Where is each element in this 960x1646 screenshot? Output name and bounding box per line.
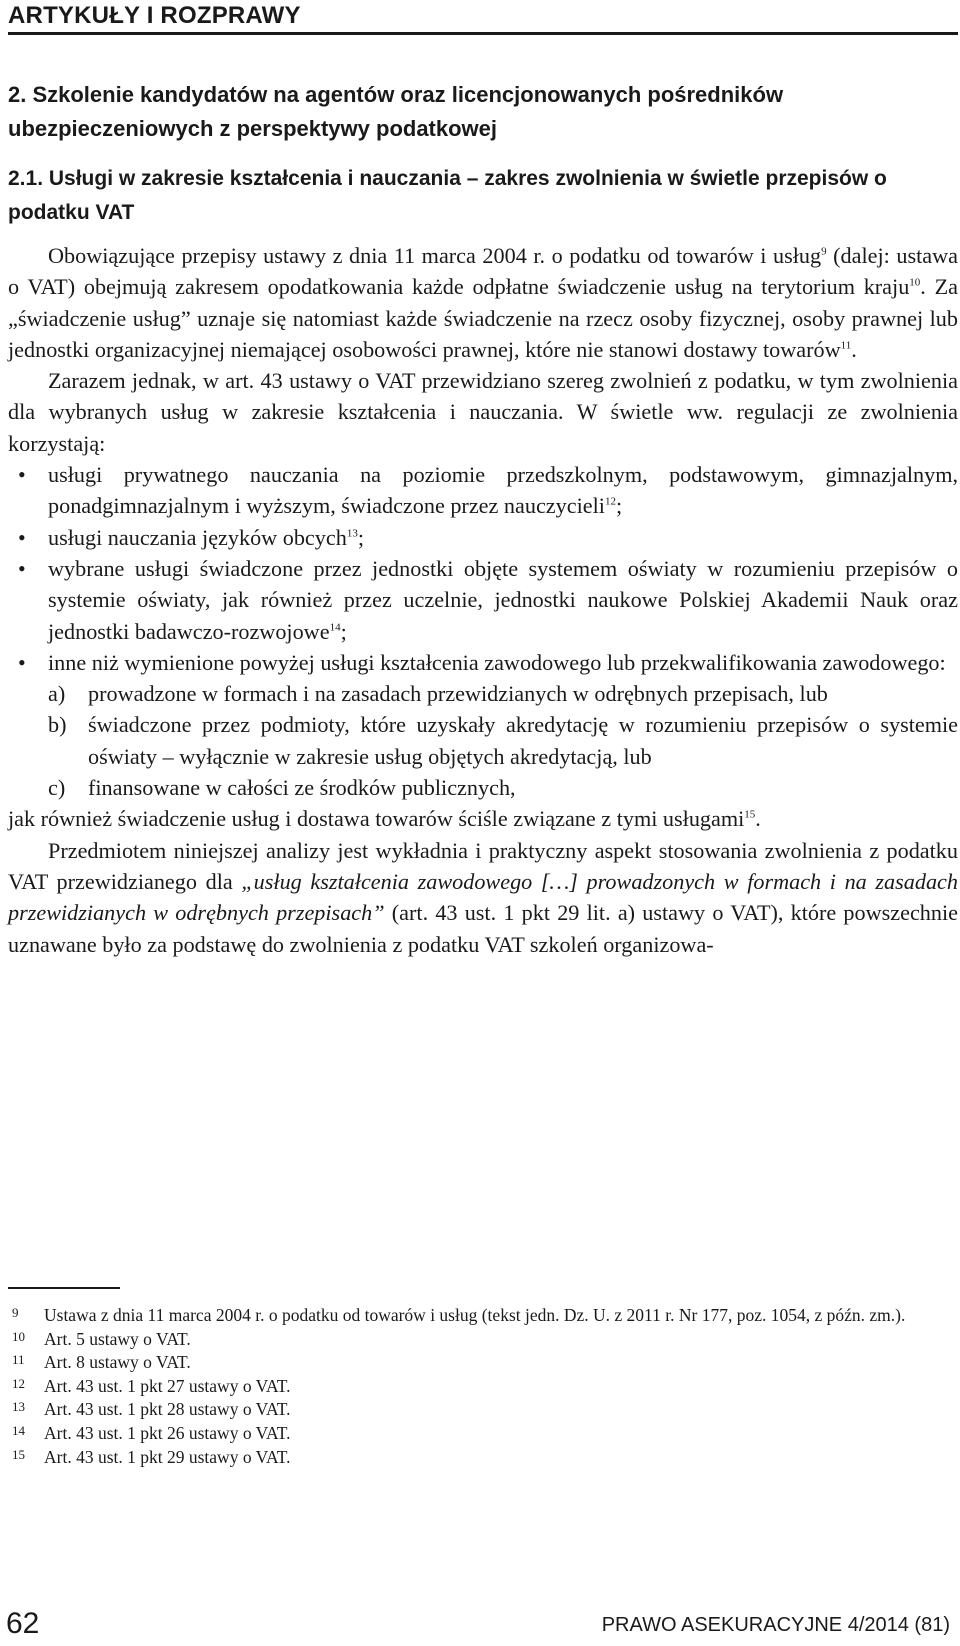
list-item-end: ; xyxy=(357,524,364,550)
list-item xyxy=(8,647,958,803)
footnote-item xyxy=(8,1328,958,1352)
bullet-icon: • xyxy=(18,462,26,488)
list-item-text: wybrane usługi świadczone przez jednostki objęte systemem oświaty w rozumieniu przepisów o systemie oświaty, jak również przez uczelnie, jednostki naukowe Polskiej Akademii Nauk oraz jednostki badawczo-rozwojowe xyxy=(48,555,958,644)
bullet-icon: • xyxy=(18,649,26,675)
sub-list-text: finansowane w całości ze środków publicznych, xyxy=(88,775,516,801)
list-item-text: usługi nauczania języków obcych xyxy=(48,524,347,550)
footnote-ref-12[interactable]: 12 xyxy=(604,495,616,508)
paragraph-2: Zarazem jednak, w art. 43 ustawy o VAT przewidziano szereg zwolnień z podatku, w tym zwolnienia dla wybranych usług w zakresie kształcenia i nauczania. W świetle ww. regulacji ze zwolnienia korzystają: xyxy=(8,368,958,456)
list-item-end: ; xyxy=(340,618,347,644)
footnote-text: Art. 43 ust. 1 pkt 27 ustawy o VAT. xyxy=(44,1375,291,1396)
heading-section-2: 2. Szkolenie kandydatów na agentów oraz licencjonowanych pośredników ubezpieczeniowych z perspektywy podatkowej xyxy=(8,82,784,141)
exemption-list xyxy=(8,459,958,803)
paragraph-3-text: jak również świadczenie usług i dostawa towarów ściśle związane z tymi usługami xyxy=(8,806,745,832)
paragraph-4-part-a: Przedmiotem niniejszej analizy jest wykładnia i praktyczny aspekt stosowania zwolnienia z podatku VAT przewidzianego dla xyxy=(8,837,958,894)
paragraph-4-part-b: (art. 43 ust. 1 pkt 29 lit. a) ustawy o VAT), które powszechnie uznawane było za podstawę do zwolnienia z podatku VAT szkoleń organizowa- xyxy=(8,900,959,957)
header-rule xyxy=(8,32,958,35)
paragraph-3 xyxy=(8,803,958,834)
footnotes xyxy=(8,1304,958,1469)
footnote-separator xyxy=(8,1287,120,1289)
footnote-item xyxy=(8,1375,958,1399)
footnote-item xyxy=(8,1351,958,1375)
sub-list-item xyxy=(8,772,958,803)
list-item-end: ; xyxy=(615,493,623,519)
page-number: 62 xyxy=(6,1607,40,1640)
footnote-item xyxy=(8,1398,958,1422)
footnote-number: 14 xyxy=(12,1422,25,1438)
list-item-text: inne niż wymienione powyżej usługi kształcenia zawodowego lub przekwalifikowania zawodowego: xyxy=(48,649,946,675)
footnote-number: 10 xyxy=(12,1328,25,1344)
footnote-number: 12 xyxy=(12,1375,25,1391)
paragraph-1-part-d: . xyxy=(851,336,857,362)
main-text xyxy=(8,240,958,960)
sub-list xyxy=(8,678,958,803)
sub-list-item xyxy=(8,709,958,772)
list-item xyxy=(8,459,958,522)
paragraph-1-part-c: . Za „świadczenie usług” uznaje się natomiast każde świadczenie na rzecz osoby fizycznej, osoby prawnej lub jednostki organizacyjnej niemającej osobowości prawnej, które nie stanowi dostawy towarów xyxy=(8,274,958,362)
sub-list-label: c) xyxy=(48,775,66,801)
footnote-text: Art. 8 ustawy o VAT. xyxy=(44,1352,191,1373)
paragraph-4-quote: „usług kształcenia zawodowego […] prowadzonych w formach i na zasadach przewidzianych w odrębnych przepisach” xyxy=(8,868,958,926)
footnote-text: Art. 43 ust. 1 pkt 29 ustawy o VAT. xyxy=(44,1446,291,1467)
section-header: ARTYKUŁY I ROZPRAWY xyxy=(8,2,301,29)
sub-list-label: a) xyxy=(48,681,66,707)
footnote-ref-13[interactable]: 13 xyxy=(346,527,358,540)
footnote-text: Art. 43 ust. 1 pkt 26 ustawy o VAT. xyxy=(44,1422,291,1443)
footnote-number: 9 xyxy=(12,1305,19,1320)
footnote-ref-10[interactable]: 10 xyxy=(909,276,921,289)
paragraph-1 xyxy=(8,240,958,365)
bullet-icon: • xyxy=(18,524,26,550)
paragraph-1-part-a: Obowiązujące przepisy ustawy z dnia 11 marca 2004 r. o podatku od towarów i usług xyxy=(48,243,822,268)
paragraph-1-part-b: (dalej: ustawa o VAT) obejmują zakresem opodatkowania każde odpłatne świadczenie usług na terytorium kraju xyxy=(8,243,958,300)
journal-name: PRAWO ASEKURACYJNE 4/2014 (81) xyxy=(601,1614,950,1636)
footnote-number: 15 xyxy=(12,1446,25,1462)
footnote-number: 11 xyxy=(12,1352,25,1368)
footnote-ref-15[interactable]: 15 xyxy=(744,808,756,821)
sub-list-label: b) xyxy=(48,712,67,738)
list-item xyxy=(8,553,958,647)
footnote-ref-14[interactable]: 14 xyxy=(329,621,341,634)
footnote-ref-9[interactable]: 9 xyxy=(821,245,827,258)
sub-list-item xyxy=(8,678,958,709)
list-item xyxy=(8,522,958,553)
footnote-item xyxy=(8,1422,958,1446)
footnote-text: Art. 43 ust. 1 pkt 28 ustawy o VAT. xyxy=(44,1399,291,1420)
footnote-number: 13 xyxy=(12,1399,25,1415)
heading-section-2-1: 2.1. Usługi w zakresie kształcenia i nauczania – zakres zwolnienia w świetle przepisów o podatku VAT xyxy=(8,167,887,224)
sub-list-text: świadczone przez podmioty, które uzyskały akredytację w rozumieniu przepisów o systemie oświaty – wyłącznie w zakresie usług objętych akredytacją, lub xyxy=(88,712,958,769)
footnote-item xyxy=(8,1446,958,1470)
list-item-text: usługi prywatnego nauczania na poziomie przedszkolnym, podstawowym, gimnazjalnym, ponadgimnazjalnym i wyższym, świadczone przez nauczycieli xyxy=(48,462,958,519)
sub-list-text: prowadzone w formach i na zasadach przewidzianych w odrębnych przepisach, lub xyxy=(88,681,828,707)
footnote-ref-11[interactable]: 11 xyxy=(840,339,852,352)
paragraph-4 xyxy=(8,835,958,960)
footnote-text: Ustawa z dnia 11 marca 2004 r. o podatku od towarów i usług (tekst jedn. Dz. U. z 2011 r. Nr 177, poz. 1054, z późn. zm.). xyxy=(44,1305,906,1325)
footnote-item xyxy=(8,1304,958,1328)
paragraph-3-end: . xyxy=(755,806,761,832)
footnote-text: Art. 5 ustawy o VAT. xyxy=(44,1328,191,1349)
bullet-icon: • xyxy=(18,555,26,581)
